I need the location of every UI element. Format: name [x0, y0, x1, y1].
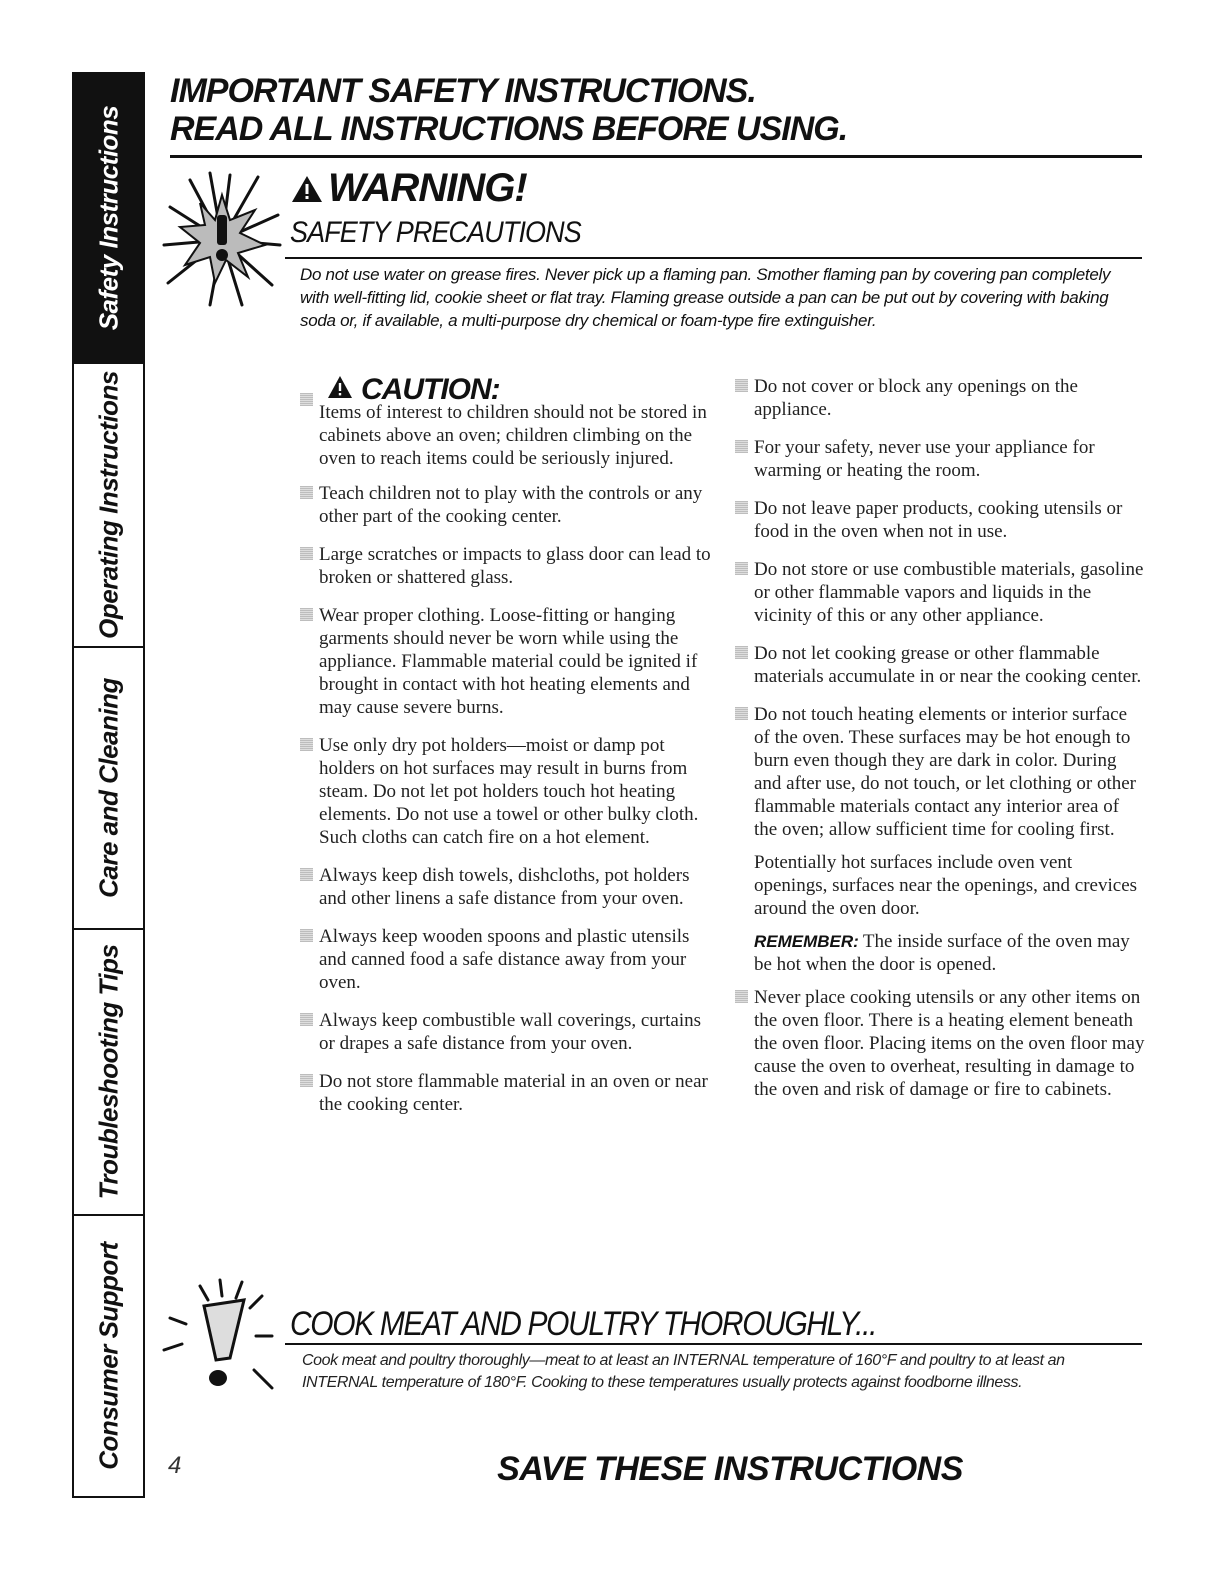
tab-care-and-cleaning[interactable]: [74, 648, 143, 930]
bullet-icon: [300, 1013, 313, 1026]
exclamation-alert-icon: [160, 1278, 285, 1398]
remember-text: The inside surface of the oven may be hot when the door is opened.: [754, 931, 1130, 975]
bullet-icon: [300, 868, 313, 881]
list-item-text: Always keep combustible wall coverings, curtains or drapes a safe distance from your oven.: [319, 1010, 702, 1054]
list-item: [735, 375, 1145, 421]
section-tabs: [72, 72, 145, 1498]
tab-operating-instructions[interactable]: [74, 364, 143, 648]
warning-title: [290, 166, 527, 211]
list-item-text: Do not leave paper products, cooking utensils or food in the oven when not in use.: [754, 498, 1123, 542]
list-item-text: Do not cover or block any openings on the appliance.: [754, 376, 1078, 420]
bullet-icon: [735, 440, 748, 453]
bullet-icon: [735, 990, 748, 1003]
tab-label: Care and Cleaning: [93, 678, 123, 898]
list-item: [300, 604, 712, 719]
bullet-icon: [735, 646, 748, 659]
list-item: [300, 864, 712, 910]
list-item-text: Teach children not to play with the controls or any other part of the cooking center.: [319, 483, 703, 527]
list-item: [735, 642, 1145, 688]
bullet-icon: [300, 738, 313, 751]
tab-consumer-support[interactable]: [74, 1216, 143, 1496]
warning-rule: [285, 257, 1142, 259]
bullet-icon: [300, 486, 313, 499]
bullet-icon: [735, 501, 748, 514]
list-item-text: Do not touch heating elements or interior surface of the oven. These surfaces may be hot enough to burn even though they are dark in color. During and after use, do not touch, or let clothing or other flammable materials contact any interior area of the oven; allow sufficient time for cooling first.: [754, 704, 1137, 840]
tab-label: Troubleshooting Tips: [93, 944, 123, 1200]
tab-safety-instructions[interactable]: [74, 74, 143, 364]
list-item-text: Always keep dish towels, dishcloths, pot holders and other linens a safe distance from your oven.: [319, 865, 690, 909]
tab-label: Consumer Support: [93, 1242, 123, 1470]
list-item-text: Do not store or use combustible materials, gasoline or other flammable vapors and liquids in the vicinity of this or any other appliance.: [754, 559, 1144, 626]
cook-text: Cook meat and poultry thoroughly—meat to at least an INTERNAL temperature of 160°F and poultry to at least an INTERNAL temperature of 180°F. Cooking to these temperatures usually protects against foodborne illness.: [302, 1352, 1065, 1391]
list-item-text: Do not let cooking grease or other flammable materials accumulate in or near the cooking center.: [754, 643, 1142, 687]
bullet-icon: [300, 929, 313, 942]
bullet-icon: [735, 707, 748, 720]
caution-triangle-icon: [327, 375, 353, 399]
tab-troubleshooting-tips[interactable]: [74, 930, 143, 1216]
tab-label: Operating Instructions: [93, 371, 123, 639]
list-item-text: Large scratches or impacts to glass door can lead to broken or shattered glass.: [319, 544, 711, 588]
footer-title: SAVE THESE INSTRUCTIONS: [497, 1450, 963, 1488]
list-item-text: Wear proper clothing. Loose-fitting or hanging garments should never be worn while using the appliance. Flammable material could be ignited if brought in contact with hot heating elements and may cause severe burns.: [319, 605, 698, 718]
list-item-text: For your safety, never use your appliance for warming or heating the room.: [754, 437, 1095, 481]
list-item-text: Always keep wooden spoons and plastic utensils and canned food a safe distance away from your oven.: [319, 926, 690, 993]
tab-label: Safety Instructions: [93, 105, 123, 331]
caution-text: Items of interest to children should not be stored in cabinets above an oven; children climbing on the oven to reach items could be seriously injured.: [319, 402, 707, 469]
warning-title-text: WARNING!: [328, 166, 527, 210]
bullet-icon: [300, 608, 313, 621]
page-header: [170, 72, 1142, 158]
list-item: [735, 703, 1145, 841]
list-item: [735, 436, 1145, 482]
bullet-icon: [300, 393, 313, 406]
column-left: [300, 375, 712, 1131]
bullet-icon: [735, 562, 748, 575]
list-item: [300, 734, 712, 849]
cook-title: COOK MEAT AND POULTRY THOROUGHLY...: [290, 1305, 877, 1343]
cook-rule: [285, 1343, 1142, 1345]
page-number: 4: [168, 1452, 182, 1479]
warning-triangle-icon: [290, 174, 324, 204]
list-item: [300, 482, 712, 528]
list-item: [735, 497, 1145, 543]
warning-subtitle: SAFETY PRECAUTIONS: [290, 216, 581, 249]
list-item: [300, 1070, 712, 1116]
note-paragraph: Potentially hot surfaces include oven vent openings, surfaces near the openings, and crevices around the oven door.: [754, 852, 1138, 919]
list-item-text: Do not store flammable material in an oven or near the cooking center.: [319, 1071, 708, 1115]
bullet-icon: [735, 379, 748, 392]
header-line-1: IMPORTANT SAFETY INSTRUCTIONS.: [170, 72, 756, 110]
list-item: [735, 986, 1145, 1101]
remember-label: REMEMBER:: [754, 932, 859, 951]
caution-item: [300, 375, 712, 470]
warning-text: Do not use water on grease fires. Never pick up a flaming pan. Smother flaming pan by covering pan completely with well-fitting lid, cookie sheet or flat tray. Flaming grease outside a pan can be put out by covering with baking soda or, if available, a multi-purpose dry chemical or foam-type fire extinguisher.: [300, 265, 1111, 330]
list-item-text: Never place cooking utensils or any other items on the oven floor. There is a heating element beneath the oven floor. Placing items on the oven floor may cause the oven to overheat, resulting in damage to the oven and risk of damage or fire to cabinets.: [754, 987, 1145, 1100]
caution-label: CAUTION:: [361, 373, 500, 406]
remember-paragraph: [735, 930, 1145, 976]
list-item: [300, 543, 712, 589]
list-item-text: Use only dry pot holders—moist or damp pot holders on hot surfaces may result in burns from steam. Do not let pot holders touch hot heating elements. Do not use a towel or other bulky cloth. Such cloths can catch fire on a hot element.: [319, 735, 699, 848]
column-right: [735, 375, 1145, 1116]
bullet-icon: [300, 547, 313, 560]
warning-burst-icon: [160, 165, 285, 315]
list-item: [300, 1009, 712, 1055]
list-item: [735, 558, 1145, 627]
bullet-icon: [300, 1074, 313, 1087]
header-line-2: READ ALL INSTRUCTIONS BEFORE USING.: [170, 110, 848, 148]
header-rule: [170, 155, 1142, 158]
list-item: [300, 925, 712, 994]
